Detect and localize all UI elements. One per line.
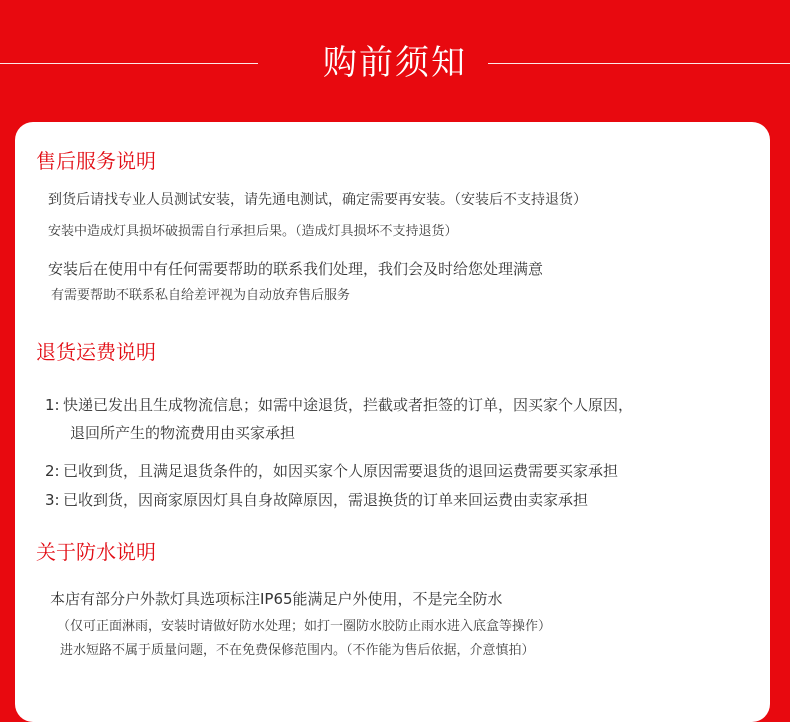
- waterproof-line-3: 进水短路不属于质量问题，不在免费保修范围内。（不作能为售后依据，介意慎拍）: [60, 643, 535, 658]
- return-item-2-number: 2:: [45, 462, 60, 480]
- waterproof-line-2: （仅可正面淋雨，安装时请做好防水处理；如打一圈防水胶防止雨水进入底盒等操作）: [57, 619, 552, 634]
- return-item-3-text: 已收到货，因商家原因灯具自身故障原因，需退换货的订单来回运费由卖家承担: [63, 491, 589, 509]
- return-item-2: [45, 461, 618, 481]
- return-item-1-text: 快递已发出且生成物流信息；如需中途退货，拦截或者拒签的订单，因买家个人原因，: [63, 396, 634, 414]
- after-sales-line-3: 安装后在使用中有任何需要帮助的联系我们处理，我们会及时给您处理满意: [48, 260, 544, 278]
- notice-card: [15, 122, 770, 722]
- return-item-1-continuation: 退回所产生的物流费用由买家承担: [70, 424, 296, 442]
- return-item-1: [45, 395, 633, 415]
- return-item-3: [45, 490, 588, 510]
- after-sales-line-2: 安装中造成灯具损坏破损需自行承担后果。（造成灯具损坏不支持退货）: [48, 224, 458, 239]
- return-item-2-text: 已收到货，且满足退货条件的，如因买家个人原因需要退货的退回运费需要买家承担: [63, 462, 619, 480]
- return-item-1-number: 1:: [45, 396, 60, 414]
- return-item-3-number: 3:: [45, 491, 60, 509]
- waterproof-line-1: 本店有部分户外款灯具选项标注IP65能满足户外使用，不是完全防水: [50, 590, 503, 608]
- section-title-return-shipping: 退货运费说明: [36, 340, 156, 364]
- after-sales-line-1: 到货后请找专业人员测试安装，请先通电测试，确定需要再安装。（安装后不支持退货）: [48, 192, 587, 208]
- header-banner: [0, 0, 790, 120]
- section-title-after-sales: 售后服务说明: [36, 149, 156, 173]
- section-title-waterproof: 关于防水说明: [36, 540, 156, 564]
- title-divider-right: [488, 63, 790, 64]
- after-sales-line-4: 有需要帮助不联系私自给差评视为自动放弃售后服务: [51, 288, 351, 303]
- page-title: 购前须知: [323, 43, 467, 83]
